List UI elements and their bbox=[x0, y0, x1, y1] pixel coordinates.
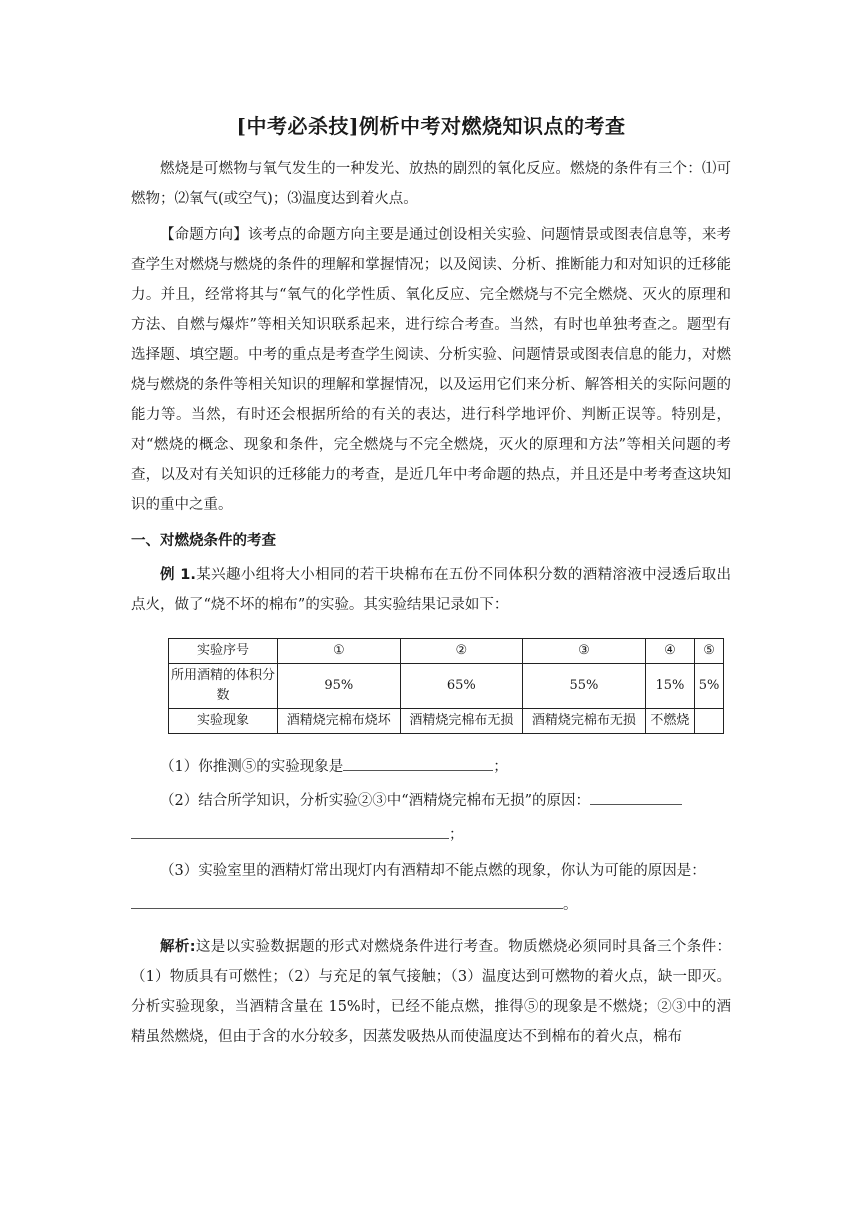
table-header-cell: 实验现象 bbox=[169, 709, 278, 734]
analysis-text: 这是以实验数据题的形式对燃烧条件进行考查。物质燃烧必须同时具备三个条件：（1）物质具有可燃性；（2）与充足的氧气接触；（3）温度达到可燃物的着火点，缺一即灭。分析实验现象，当酒精含量在 15%时，已经不能点燃，推得⑤的现象是不燃烧；②③中的酒精虽然燃烧，但由于含的水分较多，因蒸发吸热从而使温度达不到棉布的着火点，棉布 bbox=[131, 939, 731, 1045]
document-page bbox=[131, 112, 731, 1058]
question-2-end: ； bbox=[449, 827, 464, 843]
question-2 bbox=[131, 786, 731, 816]
question-3-continuation bbox=[131, 890, 731, 920]
intro-paragraph: 燃烧是可燃物与氧气发生的一种发光、放热的剧烈的氧化反应。燃烧的条件有三个：⑴可燃物；⑵氧气(或空气)；⑶温度达到着火点。 bbox=[131, 161, 731, 207]
example-label: 例 1. bbox=[160, 567, 196, 583]
table-cell: ③ bbox=[523, 639, 646, 664]
answer-blank-2b[interactable] bbox=[131, 820, 449, 839]
answer-blank-2[interactable] bbox=[590, 786, 682, 805]
question-1 bbox=[131, 752, 731, 782]
table-header-cell: 所用酒精的体积分数 bbox=[169, 664, 278, 709]
experiment-table bbox=[168, 638, 724, 734]
table-header-cell: 实验序号 bbox=[169, 639, 278, 664]
table-cell: ② bbox=[400, 639, 523, 664]
table-cell: 5% bbox=[695, 664, 724, 709]
table-cell: ① bbox=[278, 639, 401, 664]
table-cell: 55% bbox=[523, 664, 646, 709]
table-cell: 不燃烧 bbox=[645, 709, 694, 734]
table-row bbox=[169, 709, 724, 734]
table-row bbox=[169, 639, 724, 664]
table-cell: 15% bbox=[645, 664, 694, 709]
table-row bbox=[169, 664, 724, 709]
table-cell: ④ bbox=[645, 639, 694, 664]
analysis-paragraph bbox=[131, 932, 731, 1052]
table-cell: 酒精烧完棉布无损 bbox=[523, 709, 646, 734]
question-2-continuation bbox=[131, 820, 731, 850]
direction-paragraph: 【命题方向】该考点的命题方向主要是通过创设相关实验、问题情景或图表信息等，来考查学生对燃烧与燃烧的条件的理解和掌握情况；以及阅读、分析、推断能力和对知识的迁移能力。并且，经常将其与“氧气的化学性质、氧化反应、完全燃烧与不完全燃烧、灭火的原理和方法、自燃与爆炸”等相关知识联系起来，进行综合考查。当然，有时也单独考查之。题型有选择题、填空题。中考的重点是考查学生阅读、分析实验、问题情景或图表信息的能力，对燃烧与燃烧的条件等相关知识的理解和掌握情况，以及运用它们来分析、解答相关的实际问题的能力等。当然，有时还会根据所给的有关的表达，进行科学地评价、判断正误等。特别是，对“燃烧的概念、现象和条件，完全燃烧与不完全燃烧，灭火的原理和方法”等相关问题的考查，以及对有关知识的迁移能力的考查，是近几年中考命题的热点，并且还是中考考查这块知识的重中之重。 bbox=[131, 227, 731, 513]
question-3 bbox=[131, 856, 731, 886]
question-2-text: （2）结合所学知识，分析实验②③中“酒精烧完棉布无损”的原因： bbox=[160, 793, 591, 809]
example-paragraph bbox=[131, 560, 731, 620]
analysis-label: 解析: bbox=[160, 939, 196, 955]
table-cell bbox=[695, 709, 724, 734]
answer-blank-1[interactable] bbox=[343, 752, 493, 771]
table-cell: 95% bbox=[278, 664, 401, 709]
question-3-text: （3）实验室里的酒精灯常出现灯内有酒精却不能点燃的现象，你认为可能的原因是： bbox=[160, 863, 706, 879]
table-cell: 酒精烧完棉布无损 bbox=[400, 709, 523, 734]
table-cell: ⑤ bbox=[695, 639, 724, 664]
question-1-text: （1）你推测⑤的实验现象是 bbox=[160, 759, 344, 775]
document-title: [中考必杀技]例析中考对燃烧知识点的考查 bbox=[236, 114, 626, 138]
question-3-end: 。 bbox=[563, 897, 578, 913]
example-text: 某兴趣小组将大小相同的若干块棉布在五份不同体积分数的酒精溶液中浸透后取出点火，做了“烧不坏的棉布”的实验。其实验结果记录如下： bbox=[131, 567, 731, 613]
answer-blank-3[interactable] bbox=[131, 890, 563, 909]
table-cell: 酒精烧完棉布烧坏 bbox=[278, 709, 401, 734]
section-heading: 一、对燃烧条件的考查 bbox=[131, 533, 276, 549]
table-cell: 65% bbox=[400, 664, 523, 709]
question-1-end: ； bbox=[493, 759, 508, 775]
